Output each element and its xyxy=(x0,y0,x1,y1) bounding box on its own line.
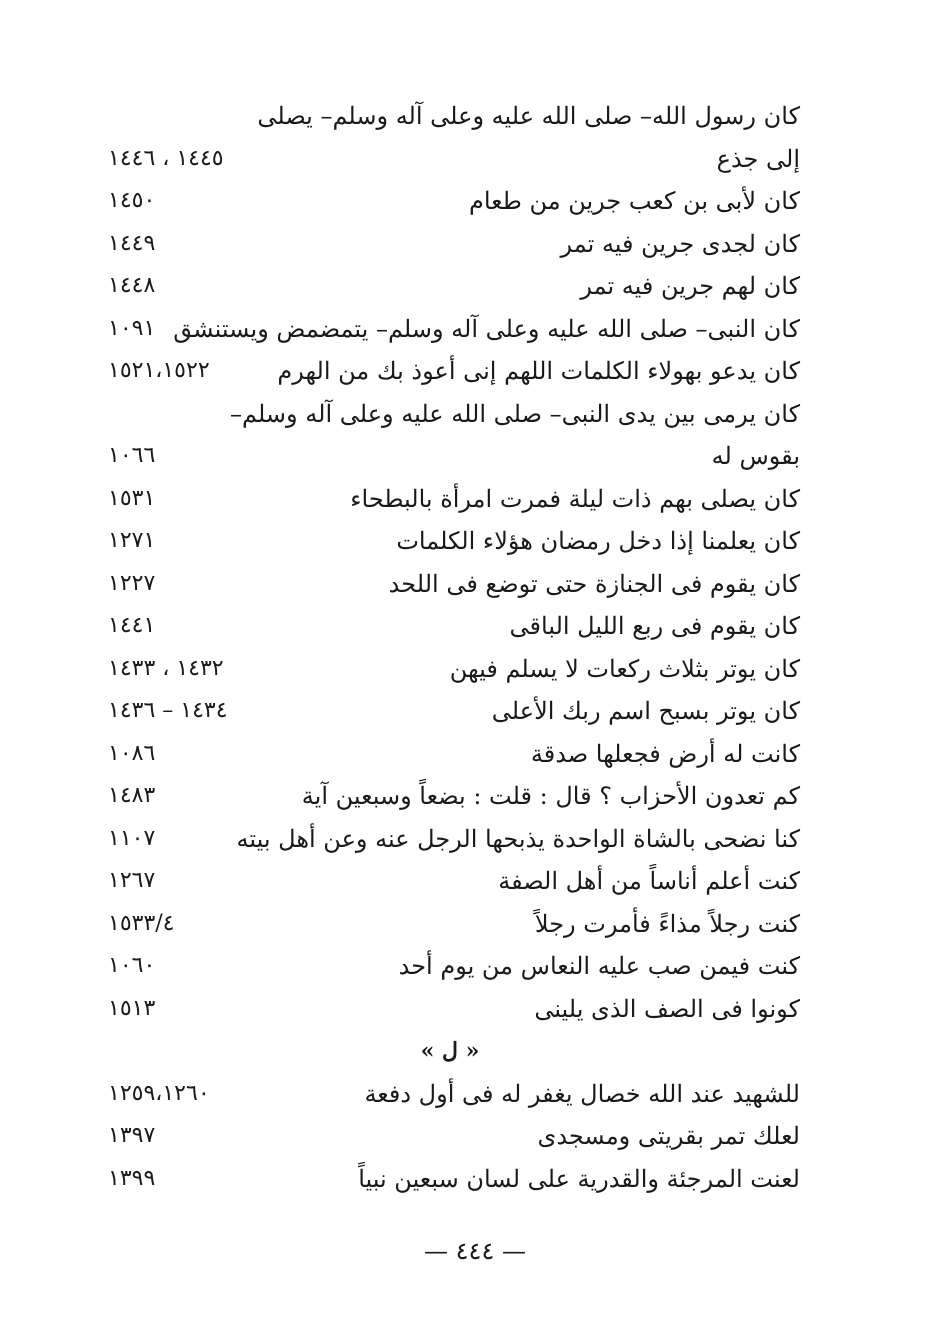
index-entry xyxy=(100,265,800,308)
entry-text: كان يقوم فى الجنازة حتى توضع فى اللحد xyxy=(388,569,800,598)
entry-ref: ١٤٣٤ – ١٤٣٦ xyxy=(108,698,228,723)
entry-ref: ١٣٩٩ xyxy=(108,1165,156,1191)
entry-ref: ١٥١٣ xyxy=(108,995,156,1021)
entry-ref: ١٢٥٩،١٢٦٠ xyxy=(108,1080,210,1106)
index-entries xyxy=(100,95,800,1200)
index-entry xyxy=(100,180,800,223)
entry-text: لعنت المرجئة والقدرية على لسان سبعين نبياً xyxy=(358,1164,800,1193)
entry-text: كم تعدون الأحزاب ؟ قال : قلت : بضعاً وسبعين آية xyxy=(301,782,800,810)
entry-ref: ١٤٣٢ ، ١٤٣٣ xyxy=(108,655,224,681)
index-entry xyxy=(100,690,800,733)
entry-text: إلى جذع xyxy=(716,144,800,173)
index-entry xyxy=(100,393,800,436)
entry-ref: ١٢٢٧ xyxy=(108,570,156,596)
entry-ref: ١٥٢١،١٥٢٢ xyxy=(108,358,210,383)
entry-ref: ١٠٩١ xyxy=(108,315,156,341)
entry-ref: ١٤٨٣ xyxy=(108,783,156,808)
index-entry xyxy=(100,435,800,478)
entry-ref: ١٤٤٥ ، ١٤٤٦ xyxy=(108,145,224,171)
entry-text: للشهيد عند الله خصال يغفر له فى أول دفعة xyxy=(364,1079,800,1108)
index-entry xyxy=(100,1073,800,1116)
entry-text: كان لأبى بن كعب جرين من طعام xyxy=(468,187,800,215)
entry-text: كان يعلمنا إذا دخل رمضان هؤلاء الكلمات xyxy=(396,527,800,555)
index-entry xyxy=(100,860,800,903)
index-entry xyxy=(100,478,800,521)
entry-ref: ١٤٤٩ xyxy=(108,230,156,256)
index-entry xyxy=(100,733,800,776)
section-letter-heading: « ل » xyxy=(420,1038,480,1064)
entry-ref: ١٤٤٨ xyxy=(108,273,156,298)
entry-ref: ١٥٣٣/٤ xyxy=(108,910,175,936)
index-entry xyxy=(100,223,800,266)
entry-text: كنا نضحى بالشاة الواحدة يذبحها الرجل عنه وعن أهل بيته xyxy=(236,824,800,853)
section-heading-row xyxy=(100,1030,800,1073)
index-entry xyxy=(100,350,800,393)
entry-ref: ١٠٦٦ xyxy=(108,443,156,468)
entry-text: كان لهم جرين فيه تمر xyxy=(580,272,800,300)
entry-ref: ١٢٧١ xyxy=(108,528,156,553)
index-entry xyxy=(100,775,800,818)
index-entry xyxy=(100,520,800,563)
entry-ref: ١٤٤١ xyxy=(108,613,156,638)
entry-ref: ١٣٩٧ xyxy=(108,1123,156,1148)
entry-text: كان لجدى جرين فيه تمر xyxy=(560,229,800,258)
entry-text: كان النبى– صلى الله عليه وعلى آله وسلم– يتمضمض ويستنشق xyxy=(173,314,800,343)
entry-ref: ١٠٦٠ xyxy=(108,953,156,978)
index-entry xyxy=(100,818,800,861)
index-entry xyxy=(100,308,800,351)
entry-text: كنت أعلم أناساً من أهل الصفة xyxy=(498,867,800,895)
index-entry xyxy=(100,605,800,648)
entry-text: كان يوتر بثلاث ركعات لا يسلم فيهن xyxy=(449,654,800,683)
entry-text: بقوس له xyxy=(711,442,800,470)
entry-ref: ١١٠٧ xyxy=(108,825,156,851)
entry-text: لعلك تمر بقريتى ومسجدى xyxy=(537,1122,800,1150)
index-entry xyxy=(100,1158,800,1201)
entry-text: كان يرمى بين يدى النبى– صلى الله عليه وعلى آله وسلم– xyxy=(230,399,800,428)
entry-text: كنت فيمن صب عليه النعاس من يوم أحد xyxy=(398,952,800,980)
entry-text: كان يقوم فى ربع الليل الباقى xyxy=(509,612,800,640)
entry-text: كان يصلى بهم ذات ليلة فمرت امرأة بالبطحاء xyxy=(350,484,800,513)
entry-text: كانت له أرض فجعلها صدقة xyxy=(530,739,800,768)
entry-ref: ١٥٣١ xyxy=(108,485,156,511)
index-entry xyxy=(100,95,800,138)
index-entry xyxy=(100,903,800,946)
page-number: — ٤٤٤ — xyxy=(424,1237,526,1265)
entry-ref: ١٠٨٦ xyxy=(108,740,156,766)
entry-text: كونوا فى الصف الذى يلينى xyxy=(534,994,800,1023)
index-entry xyxy=(100,648,800,691)
index-entry xyxy=(100,138,800,181)
index-entry xyxy=(100,945,800,988)
entry-text: كنت رجلاً مذاءً فأمرت رجلاً xyxy=(534,909,800,938)
entry-text: كان يدعو بهولاء الكلمات اللهم إنى أعوذ بك من الهرم xyxy=(277,357,800,385)
index-entry xyxy=(100,563,800,606)
entry-text: كان رسول الله– صلى الله عليه وعلى آله وسلم– يصلى xyxy=(257,102,800,130)
index-entry xyxy=(100,988,800,1031)
index-entry xyxy=(100,1115,800,1158)
entry-text: كان يوتر بسبح اسم ربك الأعلى xyxy=(491,697,800,725)
entry-ref: ١٤٥٠ xyxy=(108,188,156,213)
entry-ref: ١٢٦٧ xyxy=(108,868,156,893)
